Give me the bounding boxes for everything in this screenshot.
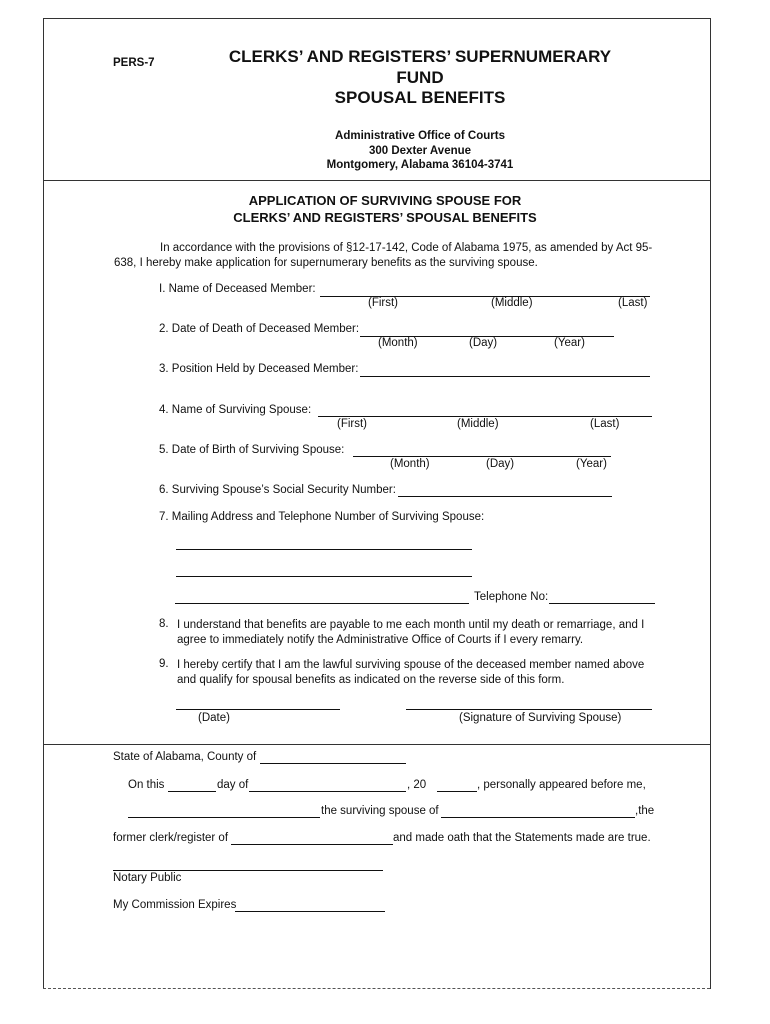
item-number: 9. bbox=[159, 658, 169, 670]
commission-label: My Commission Expires bbox=[113, 899, 237, 911]
month-sublabel: (Month) bbox=[378, 337, 418, 349]
form-code: PERS-7 bbox=[113, 57, 155, 69]
form-title-line: CLERKS’ AND REGISTERS’ SUPERNUMERARY bbox=[228, 47, 612, 66]
certify-text: I hereby certify that I am the lawful surviving spouse of the deceased member named above and qualify for spousal benefits as indicated on the reverse side of this form. bbox=[177, 659, 645, 686]
notary-divider bbox=[43, 744, 710, 745]
form-title-line: SPOUSAL BENEFITS bbox=[334, 88, 506, 107]
position-label: 3. Position Held by Deceased Member: bbox=[159, 363, 359, 375]
intro-paragraph: In accordance with the provisions of §12-17-142, Code of Alabama 1975, as amended by Act 95-638, I hereby make application for supernumerary benefits as the surviving spouse. bbox=[114, 242, 653, 269]
application-title-line: APPLICATION OF SURVIVING SPOUSE FOR bbox=[248, 193, 522, 208]
signature-sublabel: (Signature of Surviving Spouse) bbox=[459, 712, 622, 724]
last-sublabel: (Last) bbox=[618, 297, 648, 309]
commission-field[interactable] bbox=[235, 911, 385, 912]
position-field[interactable] bbox=[360, 376, 650, 377]
deceased-name-notary-field[interactable] bbox=[441, 817, 635, 818]
application-title bbox=[180, 193, 590, 226]
notary-public-label: Notary Public bbox=[113, 872, 182, 884]
date-field[interactable] bbox=[176, 709, 340, 710]
office-address bbox=[244, 129, 596, 173]
county-field[interactable] bbox=[260, 763, 406, 764]
telephone-label: Telephone No: bbox=[474, 591, 549, 603]
spouse-name-notary-field[interactable] bbox=[128, 817, 320, 818]
appeared-label: , personally appeared before me, bbox=[477, 779, 646, 791]
former-label: former clerk/register of bbox=[113, 832, 229, 844]
telephone-field[interactable] bbox=[549, 603, 655, 604]
day-sublabel: (Day) bbox=[469, 337, 498, 349]
mailing-label: 7. Mailing Address and Telephone Number of Surviving Spouse: bbox=[159, 511, 485, 523]
signature-field[interactable] bbox=[406, 709, 652, 710]
first-sublabel: (First) bbox=[368, 297, 399, 309]
oath-label: and made oath that the Statements made are true. bbox=[393, 832, 651, 844]
item-number: 8. bbox=[159, 618, 169, 630]
address-line: 300 Dexter Avenue bbox=[368, 144, 472, 157]
ssn-label: 6. Surviving Spouse’s Social Security Number: bbox=[159, 484, 396, 496]
form-title bbox=[180, 47, 660, 109]
death-date-label: 2. Date of Death of Deceased Member: bbox=[159, 323, 360, 335]
year-prefix-label: , 20 bbox=[407, 779, 427, 791]
day-of-label: day of bbox=[217, 779, 249, 791]
county-register-field[interactable] bbox=[231, 844, 393, 845]
address-line: Administrative Office of Courts bbox=[335, 130, 505, 142]
middle-sublabel: (Middle) bbox=[457, 418, 499, 430]
middle-sublabel: (Middle) bbox=[491, 297, 533, 309]
month-field[interactable] bbox=[249, 791, 406, 792]
last-sublabel: (Last) bbox=[590, 418, 620, 430]
ssn-field[interactable] bbox=[398, 496, 612, 497]
address-line-2-field[interactable] bbox=[176, 576, 472, 577]
address-line: Montgomery, Alabama 36104-3741 bbox=[326, 159, 514, 171]
day-sublabel: (Day) bbox=[486, 458, 515, 470]
acknowledge-text: I understand that benefits are payable to me each month until my death or remarriage, and I agree to immediately notify the Administrative Office of Courts if I every remarry. bbox=[177, 619, 645, 646]
header-divider bbox=[43, 180, 710, 181]
deceased-name-label: I. Name of Deceased Member: bbox=[159, 283, 316, 295]
notary-signature-field[interactable] bbox=[113, 870, 383, 871]
year-sublabel: (Year) bbox=[576, 458, 607, 470]
the-label: ,the bbox=[635, 805, 655, 817]
month-sublabel: (Month) bbox=[390, 458, 430, 470]
form-bottom-border bbox=[43, 988, 710, 989]
day-field[interactable] bbox=[168, 791, 216, 792]
state-county-label: State of Alabama, County of bbox=[113, 751, 257, 763]
spouse-name-label: 4. Name of Surviving Spouse: bbox=[159, 404, 312, 416]
on-this-label: On this bbox=[128, 779, 165, 791]
first-sublabel: (First) bbox=[337, 418, 368, 430]
application-title-line: CLERKS’ AND REGISTERS’ SPOUSAL BENEFITS bbox=[233, 209, 537, 225]
address-line-3-field[interactable] bbox=[175, 603, 469, 604]
date-sublabel: (Date) bbox=[198, 712, 230, 724]
address-line-1-field[interactable] bbox=[176, 549, 472, 550]
spouse-birth-label: 5. Date of Birth of Surviving Spouse: bbox=[159, 444, 345, 456]
spouse-birth-field[interactable] bbox=[353, 456, 611, 457]
year-field[interactable] bbox=[437, 791, 477, 792]
spouse-of-label: the surviving spouse of bbox=[321, 805, 439, 817]
year-sublabel: (Year) bbox=[554, 337, 585, 349]
form-title-line: FUND bbox=[396, 67, 444, 87]
spouse-name-field[interactable] bbox=[318, 416, 652, 417]
